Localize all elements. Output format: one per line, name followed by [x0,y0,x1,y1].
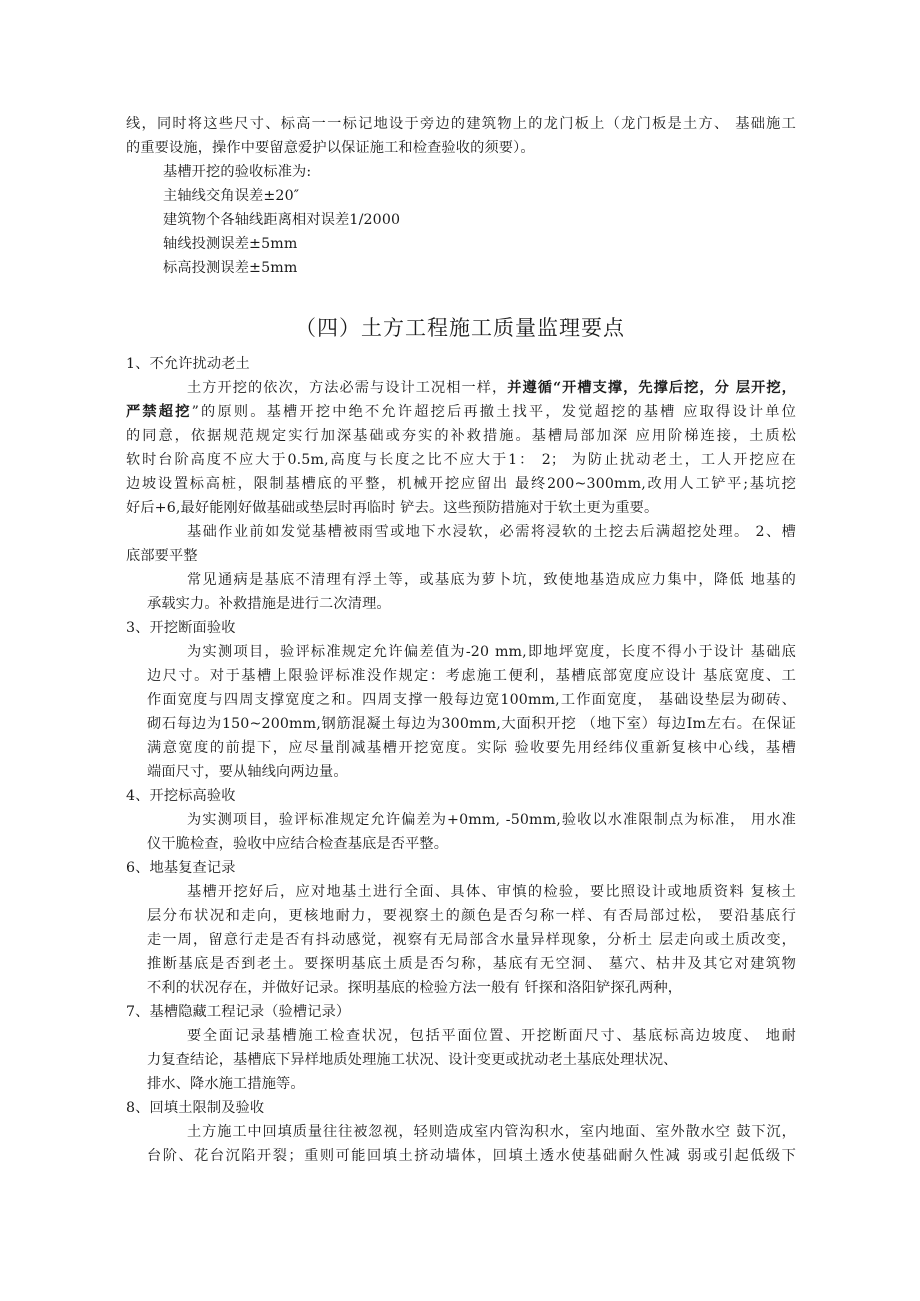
paragraph-line: 要全面记录基槽施工检查状况，包括平面位置、开挖断面尺寸、基底标高边坡度、 地耐 [187,1028,796,1044]
item-heading-3: 3、开挖断面验收 [126,620,236,636]
paragraph-line: 的同意，依据规范规定实行加深基础或夯实的补救措施。基槽局部加深 应用阶梯连接，土质松 [126,428,796,444]
paragraph-line: 推断基底是否到老土。要探明基底土质是否匀称，基底有无空洞、 墓穴、枯井及其它对建筑物 [147,956,796,972]
paragraph-text: ”的原则。基槽开挖中绝不允许超挖后再撤土找平，发觉超挖的基槽 应取得设计单位 [191,404,796,420]
intro-line-1: 线，同时将这些尺寸、标高一一标记地设于旁边的建筑物上的龙门板上（龙门板是土方、 基础施工 [126,116,796,132]
paragraph-line: 底部要平整 [126,548,198,564]
standard-item: 轴线投测误差±5mm [163,236,298,252]
paragraph-line: 常见通病是基底不清理有浮土等，或基底为萝卜坑，致使地基造成应力集中，降低 地基的 [187,572,796,588]
paragraph-line [187,378,796,398]
paragraph-line: 基槽开挖好后，应对地基土进行全面、具体、审慎的检验，要比照设计或地质资料 复核土 [187,884,796,900]
item-heading-6: 6、地基复查记录 [126,860,236,876]
paragraph-line: 边尺寸。对于基槽上限验评标准没作规定：考虑施工便利，基槽底部宽度应设计 基底宽度、工 [147,668,796,684]
standard-item: 标高投测误差±5mm [163,260,298,276]
paragraph-line [126,402,796,422]
paragraph-line: 走一周，留意行走是否有抖动感觉，视察有无局部含水量异样现象，分析土 层走向或土质改变， [147,932,796,948]
paragraph-line: 为实测项目，验评标准规定允许偏差为+0mm, -50mm,验收以水准限制点为标准， 用水准 [187,812,796,828]
intro-line-2: 的重要设施，操作中要留意爱护以保证施工和检查验收的须要）。 [126,140,535,156]
item-heading-1: 1、不允许扰动老土 [126,356,250,372]
paragraph-line: 承载实力。补救措施是进行二次清理。 [147,596,391,612]
paragraph-text: 土方开挖的依次，方法必需与设计工况相一样， [187,380,508,396]
standard-item: 建筑物个各轴线距离相对误差1/2000 [163,212,401,228]
paragraph-line: 不利的状况存在，并做好记录。探明基底的检验方法一般有 钎探和洛阳铲探孔两种， [147,980,683,996]
item-heading-8: 8、回填土限制及验收 [126,1100,265,1116]
item-heading-4: 4、开挖标高验收 [126,788,236,804]
paragraph-line: 端面尺寸，要从轴线向两边量。 [147,764,348,780]
paragraph-line: 砌石每边为150~200mm,钢筋混凝土每边为300mm,大面积开挖 （地下室）每边Im左右。在保证 [147,716,796,732]
paragraph-line: 作面宽度与四周支撑宽度之和。四周支撑一般每边宽100mm,工作面宽度， 基础设垫层为砌砖、 [147,692,796,708]
item-heading-7: 7、基槽隐藏工程记录（验槽记录） [126,1004,351,1020]
paragraph-line: 台阶、花台沉陷开裂；重则可能回填土挤动墙体，回填土透水使基础耐久性减 弱或引起低级下 [147,1148,796,1164]
paragraph-line: 土方施工中回填质量往往被忽视，轻则造成室内管沟积水，室内地面、室外散水空 鼓下沉， [187,1124,796,1140]
paragraph-line: 基础作业前如发觉基槽被雨雪或地下水浸软，必需将浸软的土挖去后满超挖处理。 2、槽 [187,524,796,540]
paragraph-line: 力复查结论，基槽底下异样地质处理施工状况、设计变更或扰动老土基底处理状况、 [147,1052,678,1068]
section-title: （四）土方工程施工质量监理要点 [295,316,625,340]
acceptance-standard-title: 基槽开挖的验收标准为: [163,164,312,180]
paragraph-line: 软时台阶高度不应大于0.5m,高度与长度之比不应大于1： 2； 为防止扰动老土，工人开挖应在 [126,452,796,468]
paragraph-line: 边坡设置标高桩，限制基槽底的平整，机械开挖应留出 最终200~300mm,改用人工铲平;基坑挖 [126,476,796,492]
paragraph-line: 好后+6,最好能刚好做基础或垫层时再临时 铲去。这些预防措施对于软土更为重要。 [126,500,659,516]
paragraph-line: 层分布状况和走向，更核地耐力，要视察土的颜色是否匀称一样、有否局部过松， 要沿基底行 [147,908,796,924]
paragraph-line: 排水、降水施工措施等。 [147,1076,305,1092]
paragraph-line: 为实测项目，验评标准规定允许偏差值为-20 mm,即地坪宽度，长度不得小于设计 基础底 [187,644,796,660]
standard-item: 主轴线交角误差±20″ [163,188,300,204]
emphasis-text: 严禁超挖 [126,404,192,420]
paragraph-line: 满意宽度的前提下，应尽量削减基槽开挖宽度。实际 验收要先用经纬仪重新复核中心线，基槽 [147,740,796,756]
paragraph-line: 仪干脆检查，验收中应结合检查基底是否平整。 [147,836,449,852]
emphasis-text: 并遵循“开槽支撑，先撑后挖，分 层开挖， [507,380,796,396]
